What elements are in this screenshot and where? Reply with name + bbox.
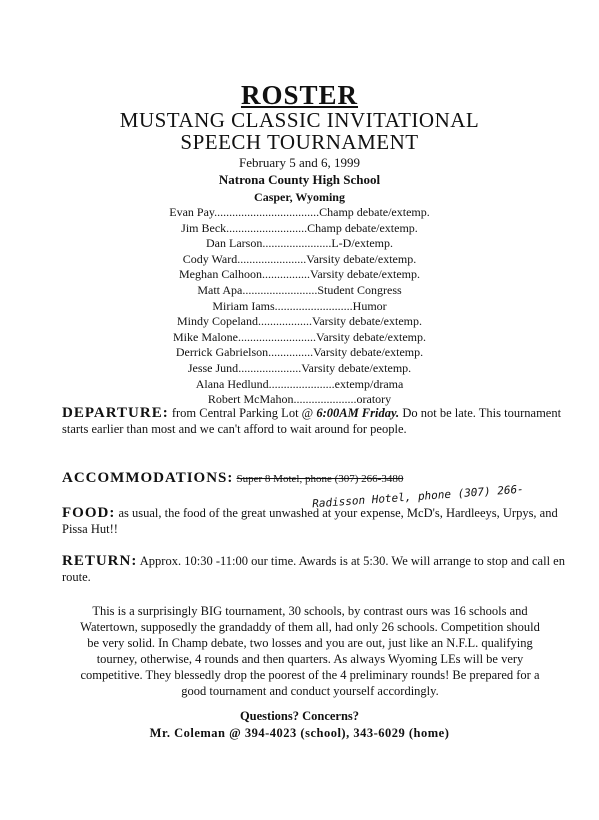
roster-entry (0, 236, 599, 252)
departure-heading: DEPARTURE: (62, 405, 169, 421)
student-event: Varsity debate/extemp. (316, 329, 426, 344)
student-name: Matt Apa (197, 282, 243, 297)
roster-entry (0, 299, 599, 315)
leader-dots: ..................... (238, 360, 302, 375)
food-section (62, 505, 584, 537)
departure-section (62, 405, 584, 437)
student-name: Mike Malone (173, 329, 239, 344)
student-name: Mindy Copeland (177, 314, 259, 329)
leader-dots: ......................... (242, 282, 318, 297)
roster-entry (0, 267, 599, 283)
student-event: extemp/drama (334, 376, 404, 391)
leader-dots: ....................... (262, 236, 332, 251)
leader-dots: .......................... (274, 298, 353, 313)
leader-dots: ...................... (268, 376, 335, 391)
food-text: as usual, the food of the great unwashed at your expense, McD's, Hardleeys, Urpys, and Pissa Hut!! (62, 506, 558, 536)
event-dates: February 5 and 6, 1999 (239, 155, 360, 170)
student-event: L-D/extemp. (331, 236, 393, 251)
student-name: Alana Hedlund (195, 376, 269, 391)
leader-dots: .......................... (238, 329, 317, 344)
roster-entry (0, 361, 599, 377)
roster-entry (0, 252, 599, 268)
student-event: Student Congress (317, 282, 402, 297)
roster-entry (0, 205, 599, 221)
food-heading: FOOD: (62, 505, 116, 521)
student-name: Dan Larson (206, 236, 263, 251)
student-name: Jim Beck (181, 220, 227, 235)
accommodations-heading: ACCOMMODATIONS: (62, 470, 234, 486)
event-title-line1: MUSTANG CLASSIC INVITATIONAL (119, 108, 480, 132)
contact-line: Mr. Coleman @ 394-4023 (school), 343-6029 (home) (149, 726, 450, 740)
student-event: Varsity debate/extemp. (301, 360, 412, 375)
roster-entry (0, 330, 599, 346)
student-name: Jesse Jund (187, 360, 239, 375)
student-event: oratory (356, 392, 392, 407)
departure-note: Do not be late. This tournament starts earlier than most and we can't afford to wait around for people. (62, 406, 562, 436)
student-event: Varsity debate/extemp. (313, 345, 424, 360)
student-name: Derrick Gabrielson (175, 345, 269, 360)
departure-time: 6:00AM Friday. (316, 406, 400, 420)
leader-dots: ....................... (237, 251, 307, 266)
student-event: Champ debate/extemp. (319, 205, 430, 219)
leader-dots: ................ (262, 267, 311, 282)
host-city: Casper, Wyoming (254, 190, 345, 204)
student-name: Evan Pay (169, 205, 215, 219)
return-heading: RETURN: (62, 553, 138, 569)
departure-text: from Central Parking Lot @ (171, 406, 314, 420)
student-event: Champ debate/extemp. (307, 220, 418, 235)
host-school: Natrona County High School (218, 172, 381, 187)
roster-entry (0, 314, 599, 330)
leader-dots: .................. (258, 314, 313, 329)
student-event: Humor (352, 298, 387, 313)
student-name: Cody Ward (182, 251, 238, 266)
return-text: Approx. 10:30 -11:00 our time. Awards is at 5:30. We will arrange to stop and call en route. (62, 554, 565, 584)
roster-entry (0, 377, 599, 393)
roster-list (0, 205, 599, 408)
student-name: Meghan Calhoon (179, 267, 263, 282)
leader-dots: ............... (268, 345, 314, 360)
leader-dots: ........................... (226, 220, 308, 235)
student-name: Miriam Iams (212, 298, 275, 313)
student-name: Robert McMahon (207, 392, 294, 407)
roster-entry (0, 221, 599, 237)
student-event: Varsity debate/extemp. (306, 251, 417, 266)
roster-entry (0, 345, 599, 361)
student-event: Varsity debate/extemp. (310, 267, 420, 282)
closing-paragraph: This is a surprisingly BIG tournament, 30 schools, by contrast ours was 16 schools and Watertown, supposedly the grandaddy of them all, had only 26 schools. Competition should be very solid. In Champ debate, two losses and you are out, just like an N.F.L. qualifying tourney, otherwise, 4 rounds and then quarters. As always Wyoming LEs will be very competitive. They blessedly drop the poorest of the 4 preliminary rounds! Be prepared for a good tournament and conduct yourself accordingly. (80, 604, 540, 698)
event-title-line2: SPEECH TOURNAMENT (180, 130, 419, 154)
student-event: Varsity debate/extemp. (312, 314, 422, 329)
questions-line: Questions? Concerns? (239, 709, 360, 723)
leader-dots: ..................... (293, 392, 357, 407)
leader-dots: ................................... (214, 205, 320, 219)
page-title: ROSTER (240, 80, 359, 110)
return-section (62, 553, 584, 585)
roster-entry (0, 283, 599, 299)
struck-hotel-text: Super 8 Motel, phone (307) 266-3480 (236, 473, 404, 485)
handwritten-hotel-note: Radisson Hotel, phone (307) 266- (311, 482, 525, 511)
